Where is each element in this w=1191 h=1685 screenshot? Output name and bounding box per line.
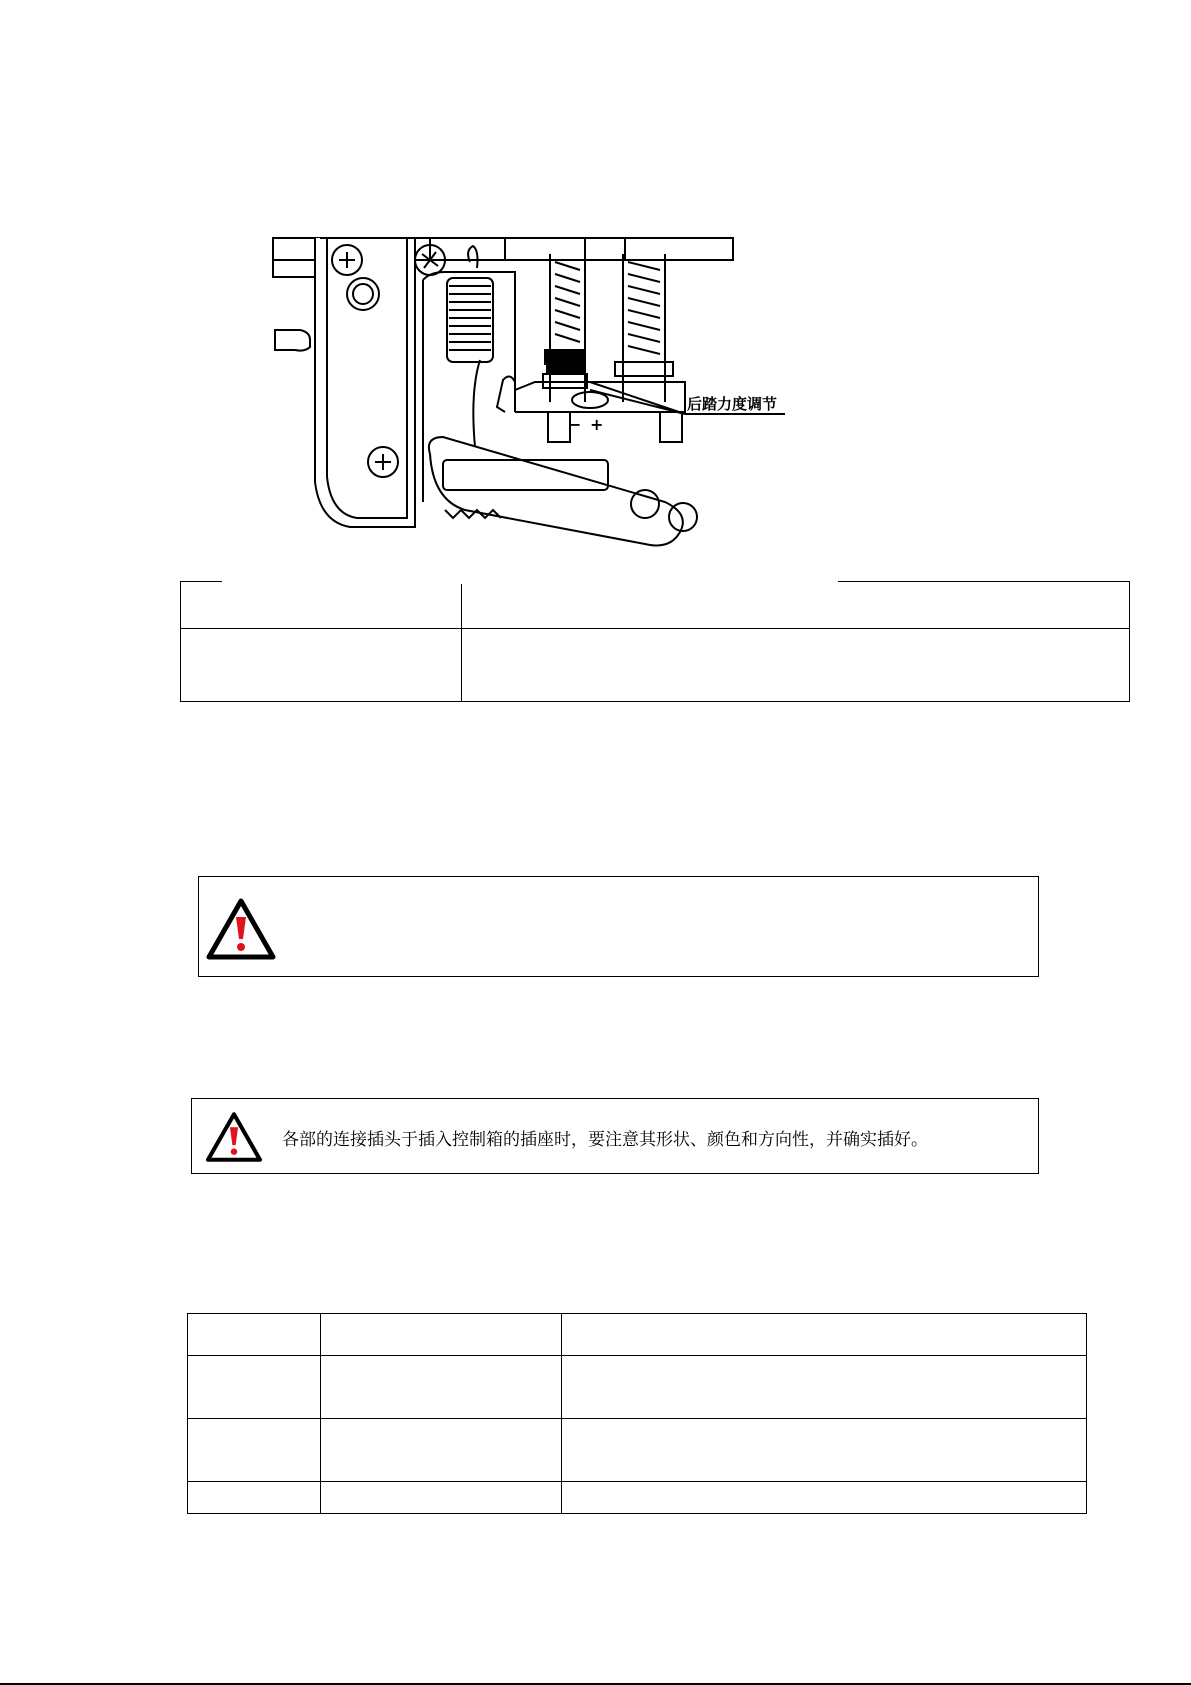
table-cell (188, 1314, 321, 1356)
warning-text-2: 各部的连接插头于插入控制箱的插座时，要注意其形状、颜色和方向性，并确实插好。 (282, 1130, 928, 1150)
table-cell (321, 1419, 562, 1482)
table-cell (562, 1482, 1087, 1514)
figure-overlap-mask (222, 576, 838, 584)
table-cell (188, 1482, 321, 1514)
table-cell (188, 1356, 321, 1419)
table-row (188, 1314, 1087, 1356)
warning-triangle-icon (204, 1111, 264, 1163)
table-row (188, 1419, 1087, 1482)
warning-triangle-icon (205, 897, 277, 961)
table-cell (181, 582, 462, 629)
table-cell (321, 1314, 562, 1356)
table-cell (188, 1419, 321, 1482)
table-cell (562, 1419, 1087, 1482)
table-cell (462, 582, 1130, 629)
table-1 (180, 581, 1130, 702)
table-cell (562, 1356, 1087, 1419)
table-row (181, 629, 1130, 702)
table-cell (181, 629, 462, 702)
table-2 (187, 1313, 1087, 1514)
warning-box-2 (191, 1098, 1039, 1174)
table-cell (321, 1356, 562, 1419)
table-row (181, 582, 1130, 629)
table-cell (321, 1482, 562, 1514)
minus-label: − (568, 415, 582, 434)
table-row (188, 1482, 1087, 1514)
table-row (188, 1356, 1087, 1419)
warning-box-1 (198, 876, 1039, 977)
pedal-mechanism-diagram (265, 232, 840, 562)
table-cell (562, 1314, 1087, 1356)
callout-label: 后踏力度调节 (687, 395, 778, 413)
plus-label: + (590, 415, 604, 434)
table-cell (462, 629, 1130, 702)
